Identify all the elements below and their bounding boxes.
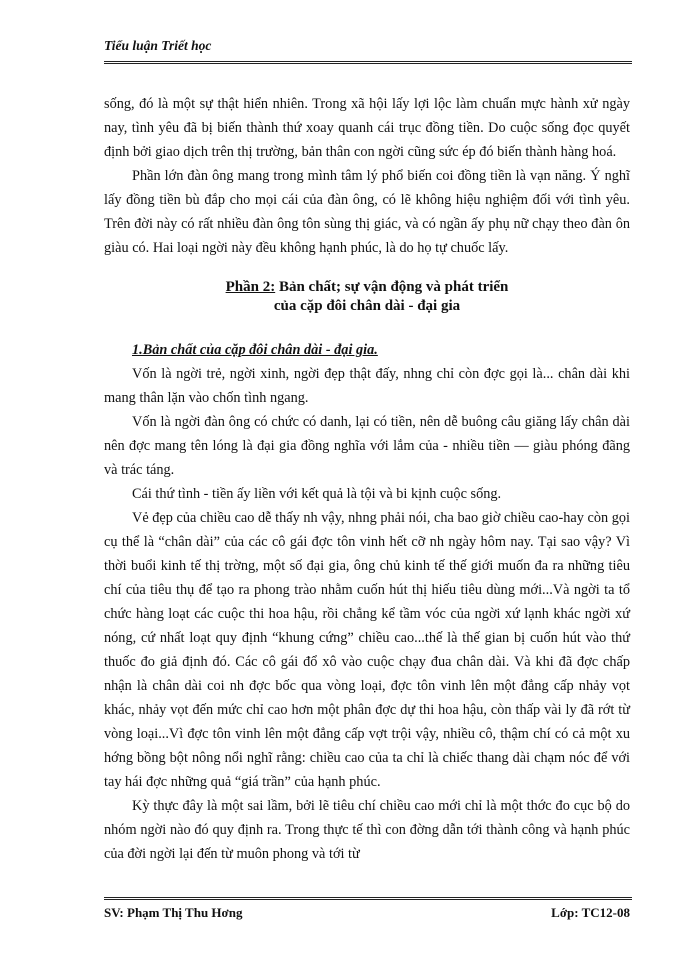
document-body: [104, 92, 630, 866]
footer-class: Lớp: TC12-08: [551, 905, 630, 920]
paragraph: Vốn là ngời trẻ, ngời xinh, ngời đẹp thật đấy, nhng chỉ còn đợc gọi là... chân dài khi mang thân lặn vào chốn tình ngang.: [104, 366, 630, 406]
footer-student-name: SV: Phạm Thị Thu Hơng: [104, 905, 243, 920]
part-heading-line-1: [104, 278, 630, 297]
paragraph: Cái thứ tình - tiền ấy liền với kết quả là tội và bi kịnh cuộc sống.: [132, 486, 502, 502]
paragraph: sống, đó là một sự thật hiển nhiên. Trong xã hội lấy lợi lộc làm chuẩn mực hành xử ngày nay, tình yêu đã bị biến thành thứ xoay quanh cái trục đồng tiền. Do cuộc sống đọc quyết định bởi giao dịch trên thị trường, bản thân con ngời cũng sức ép đó biến thành hàng hoá.: [104, 96, 630, 160]
paragraph: Phần lớn đàn ông mang trong mình tâm lý phổ biến coi đồng tiền là vạn năng. Ý nghĩ lấy đồng tiền bù đắp cho mọi cái của đàn ông, có lẽ không hiệu nghiệm đối với tình yêu. Trên đời này có rất nhiều đàn ông tôn sùng thị giác, và có ngần ấy phụ nữ chạy theo đàn ôn giàu có. Hai loại ngời này đều không hạnh phúc, là do họ tự chuốc lấy.: [104, 168, 630, 256]
part-heading-line-2: của cặp đôi chân dài - đại gia: [273, 298, 461, 314]
paragraph: Kỳ thực đây là một sai lầm, bởi lẽ tiêu chí chiều cao mới chỉ là một thớc đo cục bộ do nhóm ngời nào đó quy định ra. Trong thực tế thì con đờng dẫn tới thành công và hạnh phúc của đời ngời lại đến từ muôn phong và tới từ: [104, 798, 630, 862]
part-label: Phần 2:: [225, 279, 276, 295]
section-heading: 1.Bản chất của cặp đôi chân dài - đại gia.: [132, 342, 378, 358]
page-header-title: Tiểu luận Triết học: [104, 38, 212, 53]
paragraph: Vốn là ngời đàn ông có chức có danh, lại có tiền, nên dễ buông câu giăng lấy chân dài nên đợc mang tên lóng là đại gia đồng nghĩa với lắm của - nhiều tiền — giàu phóng đãng và trác táng.: [104, 414, 630, 478]
footer-divider: [104, 897, 632, 900]
header-divider: [104, 61, 632, 64]
part-title-text: Bản chất; sự vận động và phát triển: [275, 279, 509, 295]
paragraph: Vẻ đẹp của chiều cao dễ thấy nh vậy, nhng phải nói, cha bao giờ chiều cao-hay còn gọi cụ thể là “chân dài” của các cô gái đợc tôn vinh hết cỡ nh ngày hôm nay. Tại sao vậy? Vì thời buổi kinh tế thị trờng, một số đại gia, ông chủ kinh tế thế giới muốn đa ra những tiêu chí của tiêu thụ để tạo ra phong trào nhằm cuốn hút thị hiếu tiêu dùng mới...Và ngời ta tổ chức hàng loạt các cuộc thi hoa hậu, rồi chẳng kể tầm vóc của ngời xứ lạnh khác ngời xứ nóng, cứ nhất loạt quy định “khung cứng” chiều cao...thế là thế gian bị cuốn hút vào thứ thuốc đo giả định đó. Các cô gái đổ xô vào cuộc chạy đua chân dài. Và khi đã đợc chấp nhận là chân dài coi nh đợc bốc qua vòng loại, đợc tôn vinh lên một đẳng cấp nhảy vọt khác, nhảy vọt đến mức chỉ cao hơn một phân đợc dự thi hoa hậu, còn thấp vài ly đã rớt từ vòng loại...Vì đợc tôn vinh lên một đẳng cấp vợt trội vậy, nhiều cô, thậm chí có cả một xu hớng bồng bột nông nổi nghĩ rằng: chiều cao của ta chỉ là chiếc thang dài chạm nóc để với tay hái đợc những quả “giá trần” của hạnh phúc.: [104, 510, 630, 790]
part-heading: [104, 278, 630, 316]
